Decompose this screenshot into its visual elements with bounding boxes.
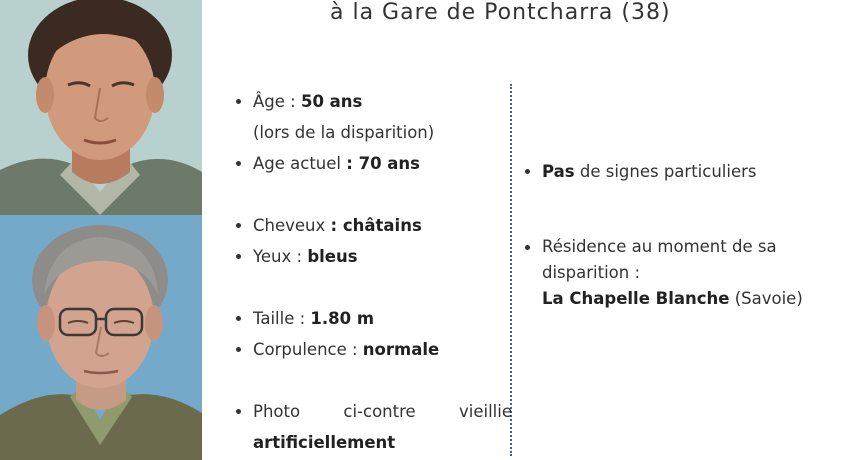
age-label: Âge : — [253, 92, 301, 111]
info-eyes — [236, 241, 512, 272]
signs-bold: Pas — [542, 162, 575, 181]
age-value: 50 ans — [300, 92, 363, 111]
photo-note-word: vieillie — [458, 402, 512, 421]
photo-note-word: Photo — [253, 402, 301, 421]
info-photo-note-line2 — [236, 427, 512, 458]
residence-region: (Savoie) — [729, 289, 803, 308]
height-label: Taille : — [253, 309, 311, 328]
info-signs — [525, 156, 845, 187]
page-title: à la Gare de Pontcharra (38) — [330, 0, 671, 25]
current-age-label: Age actuel — [253, 154, 347, 173]
build-value: normale — [362, 340, 440, 359]
info-photo-note — [236, 396, 512, 427]
info-hair — [236, 210, 512, 241]
bullet-icon — [236, 99, 241, 104]
current-age-value: : 70 ans — [346, 154, 421, 173]
signs-text: de signes particuliers — [574, 162, 757, 181]
hair-label: Cheveux — [253, 216, 331, 235]
portrait-photo-aged — [0, 215, 202, 460]
residence-place: La Chapelle Blanche — [542, 289, 730, 308]
photo-note-word: ci-contre — [343, 402, 416, 421]
hair-value: : châtains — [330, 216, 422, 235]
bullet-icon — [236, 223, 241, 228]
info-age-note — [236, 117, 512, 148]
portrait-photo-original — [0, 0, 202, 215]
info-build — [236, 334, 512, 365]
bullet-icon — [236, 254, 241, 259]
description-right-column — [525, 156, 845, 312]
bullet-icon — [525, 169, 530, 174]
bullet-icon — [236, 316, 241, 321]
bullet-icon — [236, 161, 241, 166]
photo-note-bold: artificiellement — [253, 433, 396, 452]
info-height — [236, 303, 512, 334]
photos-column — [0, 0, 202, 460]
bullet-icon — [236, 409, 241, 414]
residence-line-2: disparition : — [542, 263, 641, 282]
description-left-column — [236, 86, 512, 458]
bullet-icon — [236, 347, 241, 352]
age-note: (lors de la disparition) — [253, 123, 435, 142]
info-age — [236, 86, 512, 117]
residence-line-1: Résidence au moment de sa — [542, 237, 777, 256]
eyes-label: Yeux : — [253, 247, 308, 266]
info-current-age — [236, 148, 512, 179]
eyes-value: bleus — [307, 247, 358, 266]
info-residence — [525, 234, 845, 312]
build-label: Corpulence : — [253, 340, 363, 359]
bullet-icon — [525, 245, 530, 250]
height-value: 1.80 m — [310, 309, 375, 328]
